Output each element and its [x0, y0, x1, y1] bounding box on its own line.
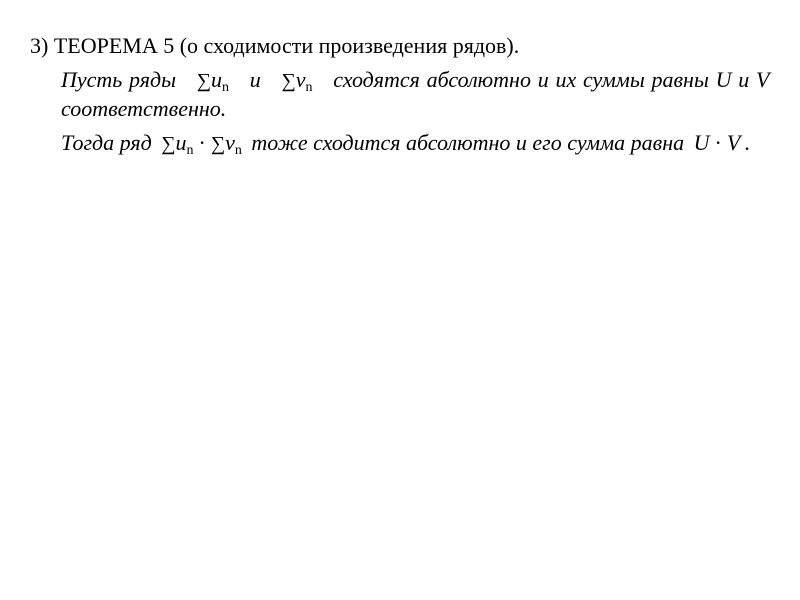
sum-V: V	[755, 67, 769, 92]
hypothesis-tail: соответственно.	[61, 96, 227, 121]
subscript-n: n	[305, 80, 313, 95]
conclusion-lead: Тогда ряд	[61, 130, 152, 155]
sigma-symbol: ∑	[161, 133, 176, 155]
sum-u-n	[183, 67, 243, 95]
multiplication-dot: ·	[714, 130, 722, 155]
sigma-symbol: ∑	[210, 133, 226, 155]
var-v: v	[295, 67, 306, 92]
hypothesis-text-2: равны	[651, 67, 709, 92]
var-v: v	[225, 130, 235, 155]
product-of-sums	[157, 130, 246, 158]
var-u: u	[211, 67, 223, 92]
subscript-n: n	[186, 143, 194, 158]
sum-v-n	[267, 67, 326, 95]
sum-V: V	[726, 130, 741, 155]
hypothesis-text: сходятся абсолютно и их суммы	[333, 67, 645, 92]
conjunction-and: и	[249, 67, 261, 92]
hypothesis-lead: Пусть ряды	[61, 67, 177, 92]
conjunction-and-2: и	[738, 67, 750, 92]
product-UV	[690, 130, 745, 155]
sum-U: U	[715, 67, 732, 92]
subscript-n: n	[222, 80, 230, 95]
conclusion-text-2: равна	[630, 130, 685, 155]
sigma-symbol: ∑	[196, 70, 212, 92]
sigma-symbol: ∑	[281, 70, 296, 92]
theorem-conclusion	[61, 129, 769, 158]
theorem-heading: 3) ТЕОРЕМА 5 (о сходимости произведения рядов).	[30, 33, 520, 58]
subscript-n: n	[234, 143, 242, 158]
sum-U: U	[693, 130, 710, 155]
var-u: u	[175, 130, 187, 155]
final-period: .	[744, 130, 750, 155]
theorem-hypothesis	[61, 66, 769, 123]
conclusion-text: тоже сходится абсолютно и его сумма	[251, 130, 626, 155]
multiplication-dot: ·	[198, 130, 206, 155]
